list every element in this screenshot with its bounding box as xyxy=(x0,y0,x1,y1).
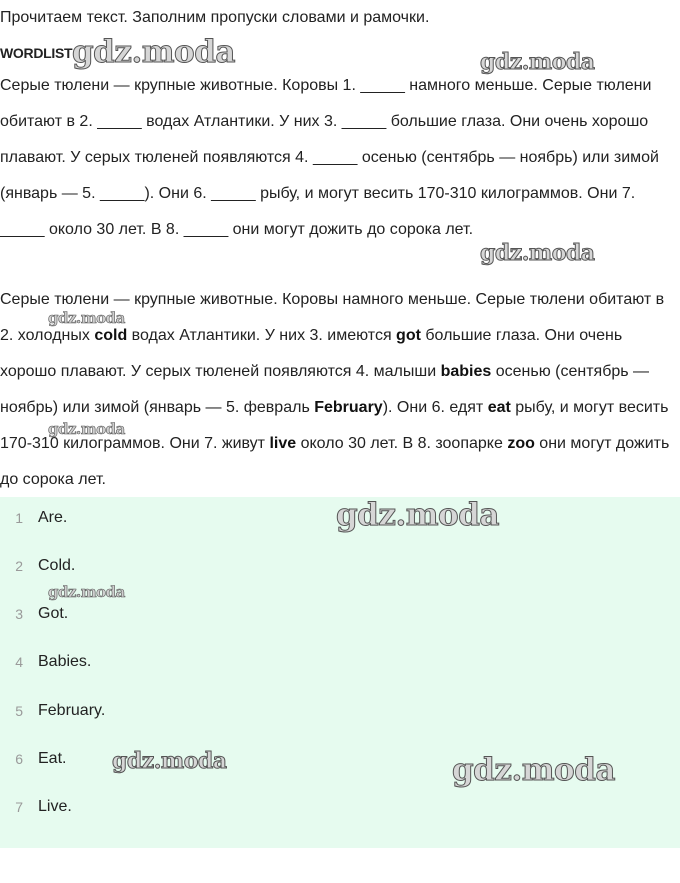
answer-text: Are. xyxy=(38,509,68,526)
watermark-logo: gdz.moda xyxy=(336,497,499,533)
answer-text: Got. xyxy=(38,605,69,622)
answer-item xyxy=(0,792,72,822)
task-paragraph: Серые тюлени — крупные животные. Коровы 1. _____ намного меньше. Серые тюлени обитают в 2. _____ водах Атлантики. У них 3. _____ большие глаза. Они очень хорошо плавают. У серых тюленей появляются 4. _____ осенью (сентябрь — ноябрь) или зимой (январь — 5. _____). Они 6. _____ рыбу, и могут весить 170-310 килограммов. Они 7. _____ около 30 лет. В 8. _____ они могут дожить до сорока лет. xyxy=(0,77,659,238)
answer-text: February. xyxy=(38,702,106,719)
answer-segment: осенью (сентябрь — ноябрь) или зимой (январь — 5. февраль xyxy=(0,363,650,416)
watermark-logo: gdz.moda xyxy=(452,752,615,788)
answer-number: 4 xyxy=(15,654,23,670)
answer-number: 7 xyxy=(15,799,23,815)
answer-number: 5 xyxy=(15,703,23,719)
watermark-logo: gdz.moda xyxy=(480,240,595,266)
answer-text: Babies. xyxy=(38,653,92,670)
answer-segment: они могут дожить до сорока лет. xyxy=(0,435,670,488)
answer-keyword: February xyxy=(314,399,383,416)
answer-number: 6 xyxy=(15,751,23,767)
answer-segment: ). Они 6. едят xyxy=(382,399,488,416)
answer-keyword: babies xyxy=(440,363,492,380)
answer-keyword: live xyxy=(269,435,297,452)
intro-text: Прочитаем текст. Заполним пропуски словами и рамочки. xyxy=(0,9,430,26)
answer-segment: рыбу, и могут весить 170-310 килограммов. Они 7. живут xyxy=(0,399,669,452)
watermark-logo: gdz.moda xyxy=(112,748,227,774)
answer-keyword: zoo xyxy=(507,435,535,452)
answer-keyword: cold xyxy=(94,327,128,344)
wordlist-label: WORDLIST xyxy=(0,45,73,61)
watermark-logo: gdz.moda xyxy=(48,420,125,438)
answer-segment: около 30 лет. В 8. зоопарке xyxy=(296,435,508,452)
answer-item xyxy=(0,503,67,533)
answer-number: 2 xyxy=(15,558,23,574)
answer-segment: Серые тюлени — крупные животные. Коровы намного меньше. Серые тюлени обитают в 2. холодных xyxy=(0,291,665,344)
answer-number: 3 xyxy=(15,606,23,622)
answers-list xyxy=(0,497,680,848)
answer-keyword: got xyxy=(396,327,421,344)
answer-item xyxy=(0,744,66,774)
answer-item xyxy=(0,696,105,726)
watermark-logo: gdz.moda xyxy=(72,34,235,70)
answer-text: Eat. xyxy=(38,750,67,767)
answer-keyword: eat xyxy=(487,399,511,416)
answer-item xyxy=(0,647,91,677)
answer-number: 1 xyxy=(15,510,23,526)
answer-segment: водах Атлантики. У них 3. имеются xyxy=(127,327,397,344)
watermark-logo: gdz.moda xyxy=(48,583,125,601)
answer-segment: большие глаза. Они очень хорошо плавают. У серых тюленей появляются 4. малыши xyxy=(0,327,623,380)
answer-item xyxy=(0,599,68,629)
watermark-logo: gdz.moda xyxy=(48,309,125,327)
watermark-logo: gdz.moda xyxy=(480,49,595,75)
answer-item xyxy=(0,551,75,581)
answer-text: Live. xyxy=(38,798,72,815)
answer-text: Cold. xyxy=(38,557,76,574)
